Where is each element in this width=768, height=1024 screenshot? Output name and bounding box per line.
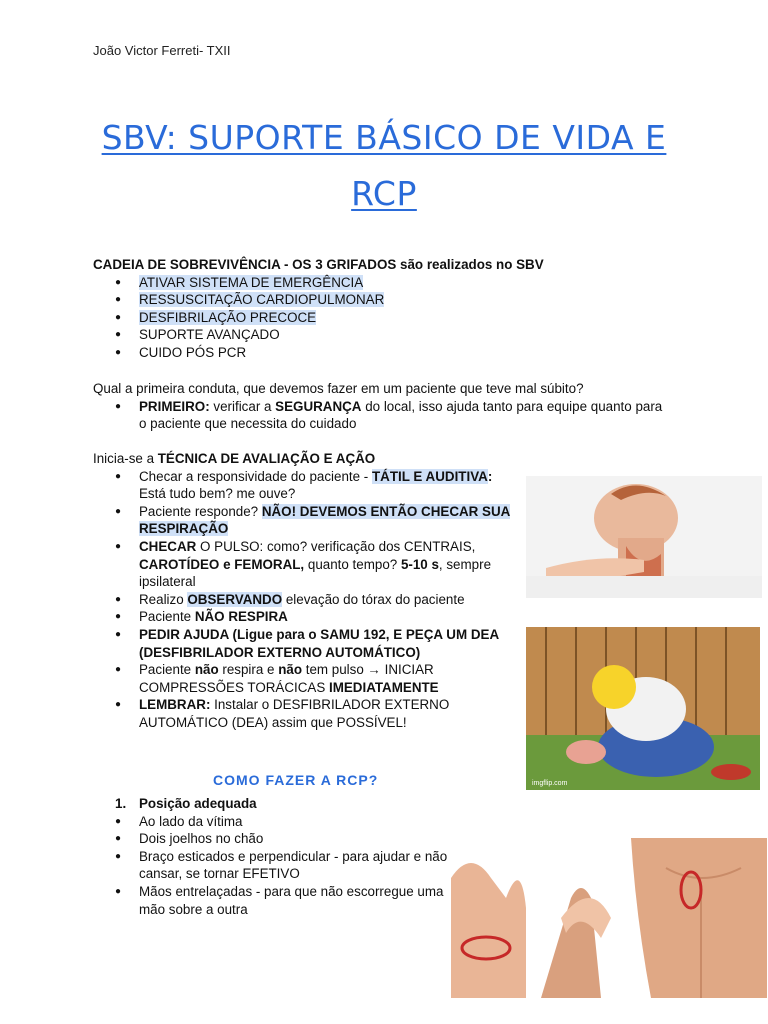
- question-section: [93, 380, 673, 433]
- list-item: ● Mãos entrelaçadas - para que não escorregue uma mão sobre a outra: [93, 883, 453, 918]
- list-item: ● CUIDO PÓS PCR: [93, 344, 693, 362]
- question-text: Qual a primeira conduta, que devemos fazer em um paciente que teve mal súbito?: [93, 381, 584, 396]
- list-item: ● LEMBRAR: Instalar o DESFIBRILADOR EXTERNO AUTOMÁTICO (DEA) assim que POSSÍVEL!: [93, 696, 511, 731]
- author-name: João Victor Ferreti- TXII: [93, 43, 231, 58]
- list-item: ● Checar a responsividade do paciente - TÁTIL E AUDITIVA: Está tudo bem? me ouve?: [93, 468, 511, 503]
- list-item: ● Paciente não respira e não tem pulso → INICIAR COMPRESSÕES TORÁCICAS IMEDIATAMENTE: [93, 661, 511, 696]
- hand-position-image: [451, 838, 767, 998]
- list-item: ● ATIVAR SISTEMA DE EMERGÊNCIA: [93, 274, 693, 292]
- list-item: ● RESSUSCITAÇÃO CARDIOPULMONAR: [93, 291, 693, 309]
- list-item: ● Paciente NÃO RESPIRA: [93, 608, 511, 626]
- step-title: 1. Posição adequada: [115, 796, 257, 811]
- title-line-1: SBV: SUPORTE BÁSICO DE VIDA E: [101, 118, 667, 157]
- title-line-2: RCP: [351, 174, 417, 213]
- chain-heading: CADEIA DE SOBREVIVÊNCIA - OS 3 GRIFADOS são realizados no SBV: [93, 257, 544, 272]
- rcp-section: [93, 795, 453, 918]
- list-item: ● PEDIR AJUDA (Ligue para o SAMU 192, E PEÇA UM DEA (DESFIBRILADOR EXTERNO AUTOMÁTICO): [93, 626, 511, 661]
- chain-section: [93, 256, 693, 362]
- list-item: ● DESFIBRILAÇÃO PRECOCE: [93, 309, 693, 327]
- list-item: ● SUPORTE AVANÇADO: [93, 326, 693, 344]
- image-watermark: imgflip.com: [532, 780, 568, 787]
- cartoon-cpr-image: [526, 627, 760, 790]
- technique-intro: Inicia-se a TÉCNICA DE AVALIAÇÃO E AÇÃO: [93, 451, 376, 466]
- document-title: [60, 110, 708, 222]
- pulse-check-image: [526, 476, 762, 598]
- list-item: ● Dois joelhos no chão: [93, 830, 453, 848]
- list-item: ● PRIMEIRO: verificar a SEGURANÇA do local, isso ajuda tanto para equipe quanto para o paciente que necessita do cuidado: [93, 398, 673, 433]
- list-item: ● Braço esticados e perpendicular - para ajudar e não cansar, se tornar EFETIVO: [93, 848, 453, 883]
- list-item: ● CHECAR O PULSO: como? verificação dos CENTRAIS, CAROTÍDEO e FEMORAL, quanto tempo? 5-10 s, sempre ipsilateral: [93, 538, 511, 591]
- list-item: ● Ao lado da vítima: [93, 813, 453, 831]
- chain-list: [93, 274, 693, 362]
- rcp-heading: COMO FAZER A RCP?: [213, 772, 379, 788]
- technique-section: [93, 450, 511, 732]
- list-item: ● Paciente responde? NÃO! DEVEMOS ENTÃO CHECAR SUA RESPIRAÇÃO: [93, 503, 511, 538]
- list-item: ● Realizo OBSERVANDO elevação do tórax do paciente: [93, 591, 511, 609]
